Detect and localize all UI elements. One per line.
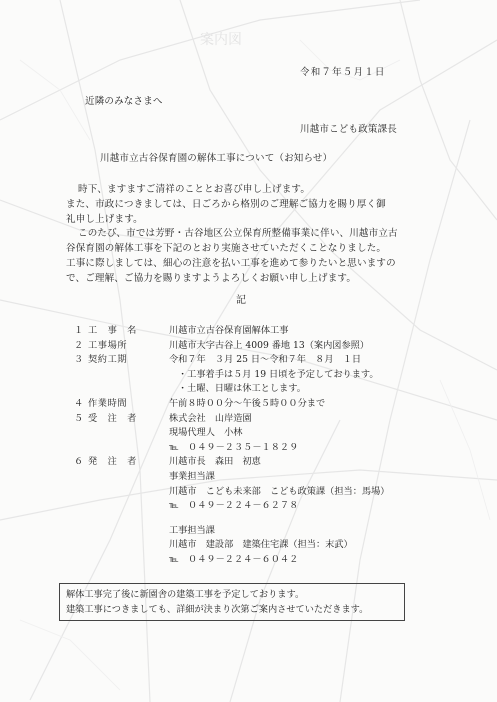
- body-paragraph: 礼申し上げます。: [66, 213, 143, 225]
- recipient-line: 近隣のみなさまへ: [85, 96, 163, 107]
- item-label: 工事場所: [88, 339, 128, 351]
- item-number: １: [74, 325, 84, 336]
- document-title: 川越市立古谷保育園の解体工事について（お知らせ）: [100, 153, 333, 164]
- item-number: ６: [74, 456, 84, 468]
- item-value: 令和７年 ３月 25 日～令和７年 ８月 １日: [169, 354, 362, 366]
- item-label: 受 注 者: [88, 412, 137, 424]
- notice-line: 解体工事完了後に新園舎の建築工事を予定しております。: [66, 589, 305, 600]
- item-value: 川越市大字古谷上 4009 番地 13（案内図参照）: [169, 339, 370, 351]
- construction-dept-label: 工事担当課: [169, 524, 215, 536]
- item-value: 川越市長 森田 初恵: [169, 456, 261, 468]
- contractor-phone: ℡ ０４９－２３５－１８２９: [169, 441, 299, 453]
- contractor-agent: 現場代理人 小林: [169, 427, 243, 439]
- business-dept-name: 川越市 こども未来部 こども政策課（担当：馬場）: [169, 485, 390, 497]
- notice-box: [59, 583, 405, 621]
- body-paragraph: このたび、市では芳野・古谷地区公立保育所整備事業に伴い、川越市立古: [78, 228, 398, 240]
- business-dept-phone: ℡ ０４９－２２４－６２７８: [169, 500, 299, 512]
- item-label: 作業時間: [88, 397, 128, 409]
- item-label: 発 注 者: [88, 456, 137, 468]
- sender-line: 川越市こども政策課長: [300, 124, 398, 135]
- notice-line: 建築工事につきましても、詳細が決まり次第ご案内させていただきます。: [66, 604, 369, 615]
- item-value: 午前８時００分～午後５時００分まで: [169, 397, 326, 409]
- body-paragraph: で、ご理解、ご協力を賜りますようよろしくお願い申し上げます。: [66, 272, 357, 284]
- item-note: ・工事着手は５月 19 日頃を予定しております。: [178, 368, 379, 380]
- item-number: ３: [74, 354, 84, 366]
- item-number: ５: [74, 412, 84, 424]
- item-number: ４: [74, 397, 84, 409]
- item-note: ・土曜、日曜は休工とします。: [178, 383, 306, 395]
- body-paragraph: また、市政につきましては、日ごろから格別のご理解ご協力を賜り厚く御: [66, 198, 386, 210]
- item-value: 株式会社 山岸造園: [169, 412, 252, 424]
- item-label: 工 事 名: [88, 325, 137, 336]
- body-paragraph: 谷保育園の解体工事を下記のとおり実施させていただくことなりました。: [66, 243, 387, 255]
- document-date: 令和７年５月１日: [300, 67, 386, 78]
- item-label: 契約工期: [88, 354, 128, 366]
- body-text: [66, 183, 406, 287]
- body-paragraph: 工事に際しましては、細心の注意を払い工事を進めて参りたいと思いますの: [66, 257, 396, 269]
- item-value: 川越市立古谷保育園解体工事: [169, 325, 289, 336]
- business-dept-label: 事業担当課: [169, 470, 215, 482]
- body-paragraph: 時下、ますますご清祥のこととお喜び申し上げます。: [78, 184, 311, 195]
- item-number: ２: [74, 339, 84, 351]
- map-watermark-text: 案内図: [200, 32, 242, 48]
- construction-dept-phone: ℡ ０４９－２２４－６０４２: [169, 553, 299, 565]
- construction-dept-name: 川越市 建設部 建築住宅課（担当：末武）: [169, 539, 353, 551]
- ki-heading: 記: [236, 295, 247, 306]
